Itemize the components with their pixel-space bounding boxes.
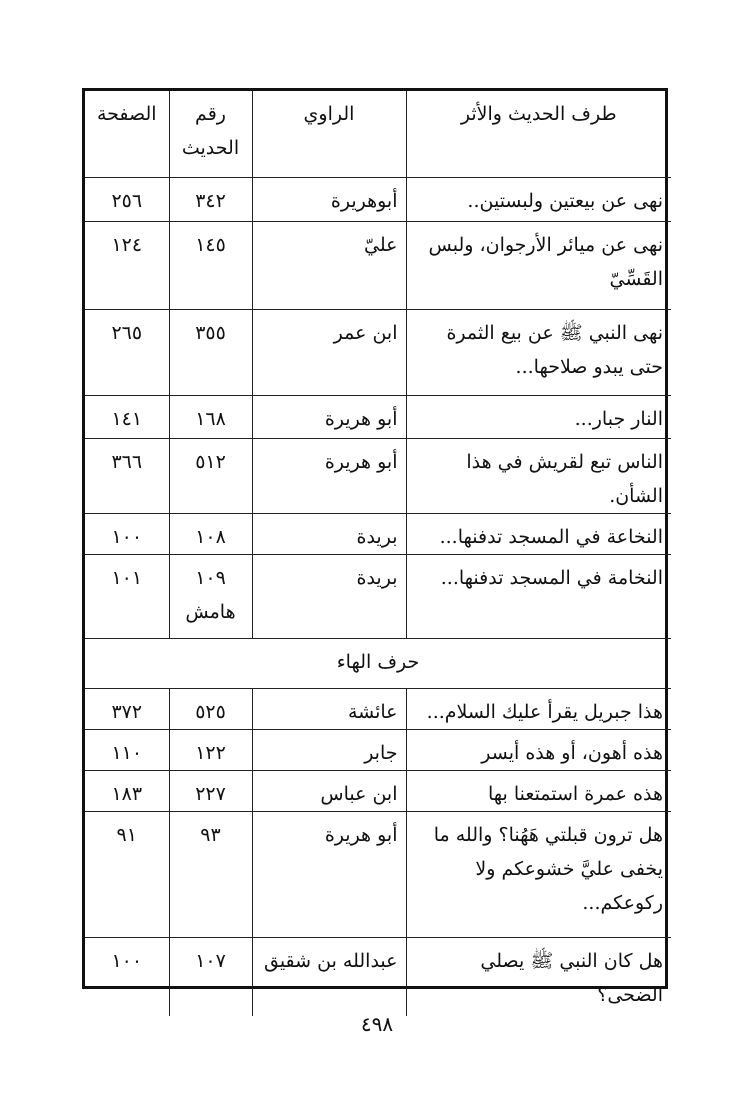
- hadith-number-cell: [169, 554, 252, 638]
- hadith-number-cell: ١٢٢: [169, 729, 252, 770]
- header-page: الصفحة: [85, 91, 169, 177]
- hadith-text-cell: هذا جبريل يقرأ عليك السلام...: [406, 688, 671, 729]
- hadith-number-cell: ١٤٥: [169, 221, 252, 309]
- narrator-cell: بريدة: [252, 554, 406, 638]
- table-row: [85, 438, 671, 513]
- section-heading-row: [85, 638, 671, 688]
- table-row: [85, 811, 671, 937]
- margin-note: هامش: [185, 600, 236, 623]
- hadith-text-cell: النخامة في المسجد تدفنها...: [406, 554, 671, 638]
- hadith-text-cell: هل كان النبي ﷺ يصلي الضحى؟: [406, 937, 671, 1016]
- table-row: [85, 513, 671, 554]
- table-row: [85, 309, 671, 395]
- page-cell: ٢٥٦: [85, 177, 169, 221]
- narrator-cell: أبوهريرة: [252, 177, 406, 221]
- hadith-number-cell: ٥١٢: [169, 438, 252, 513]
- narrator-cell: ابن عمر: [252, 309, 406, 395]
- table-row: [85, 554, 671, 638]
- page-cell: ٩١: [85, 811, 169, 937]
- page-cell: ١٤١: [85, 395, 169, 438]
- header-hadith-number: رقم الحديث: [169, 91, 252, 177]
- hadith-text-cell: الناس تبع لقريش في هذا الشأن.: [406, 438, 671, 513]
- narrator-cell: أبو هريرة: [252, 811, 406, 937]
- hadith-number-cell: ١٠٧: [169, 937, 252, 1016]
- hadith-number-cell: ٩٣: [169, 811, 252, 937]
- hadith-number-cell: ٥٢٥: [169, 688, 252, 729]
- page-cell: ٣٦٦: [85, 438, 169, 513]
- table-row: [85, 395, 671, 438]
- hadith-text-cell: هذه عمرة استمتعنا بها: [406, 770, 671, 811]
- page-cell: ١٠٠: [85, 513, 169, 554]
- index-table-frame: [82, 88, 668, 1006]
- section-heading: حرف الهاء: [85, 638, 671, 688]
- table-row: [85, 937, 671, 1016]
- hadith-text-cell: نهى عن بيعتين ولبستين..: [406, 177, 671, 221]
- hadith-text-cell: هل ترون قبلتي هَهُنا؟ والله ما يخفى عليَّ خشوعكم ولا ركوعكم...: [406, 811, 671, 937]
- narrator-cell: عبدالله بن شقيق: [252, 937, 406, 1016]
- narrator-cell: عليّ: [252, 221, 406, 309]
- page-cell: ٢٦٥: [85, 309, 169, 395]
- narrator-cell: أبو هريرة: [252, 395, 406, 438]
- narrator-cell: عائشة: [252, 688, 406, 729]
- page-cell: ٣٧٢: [85, 688, 169, 729]
- table-row: [85, 221, 671, 309]
- hadith-number-cell: ٣٤٢: [169, 177, 252, 221]
- page-cell: ١٠٠: [85, 937, 169, 1016]
- page-cell: ١٠١: [85, 554, 169, 638]
- narrator-cell: بريدة: [252, 513, 406, 554]
- hadith-text-cell: هذه أهون، أو هذه أيسر: [406, 729, 671, 770]
- hadith-number-cell: ٣٥٥: [169, 309, 252, 395]
- hadith-text-cell: النار جبار...: [406, 395, 671, 438]
- hadith-text-cell: نهى النبي ﷺ عن بيع الثمرة حتى يبدو صلاحها...: [406, 309, 671, 395]
- table-row: [85, 688, 671, 729]
- page-cell: ١١٠: [85, 729, 169, 770]
- table-row: [85, 177, 671, 221]
- hadith-text-cell: نهى عن ميائر الأرجوان، ولبس القَسِّيّ: [406, 221, 671, 309]
- hadith-number-cell: ١٠٨: [169, 513, 252, 554]
- hadith-text-cell: النخاعة في المسجد تدفنها...: [406, 513, 671, 554]
- header-hadith-text: طرف الحديث والأثر: [406, 91, 671, 177]
- header-narrator: الراوي: [252, 91, 406, 177]
- page-number: ٤٩٨: [360, 1012, 394, 1036]
- hadith-number-cell: ٢٢٧: [169, 770, 252, 811]
- page-cell: ١٢٤: [85, 221, 169, 309]
- hadith-number-cell: ١٦٨: [169, 395, 252, 438]
- table-header-row: [85, 91, 671, 177]
- narrator-cell: أبو هريرة: [252, 438, 406, 513]
- page-cell: ١٨٣: [85, 770, 169, 811]
- hadith-index-table: [85, 91, 671, 1016]
- narrator-cell: ابن عباس: [252, 770, 406, 811]
- table-row: [85, 770, 671, 811]
- table-row: [85, 729, 671, 770]
- narrator-cell: جابر: [252, 729, 406, 770]
- hadith-number-value: ١٠٩: [195, 566, 226, 589]
